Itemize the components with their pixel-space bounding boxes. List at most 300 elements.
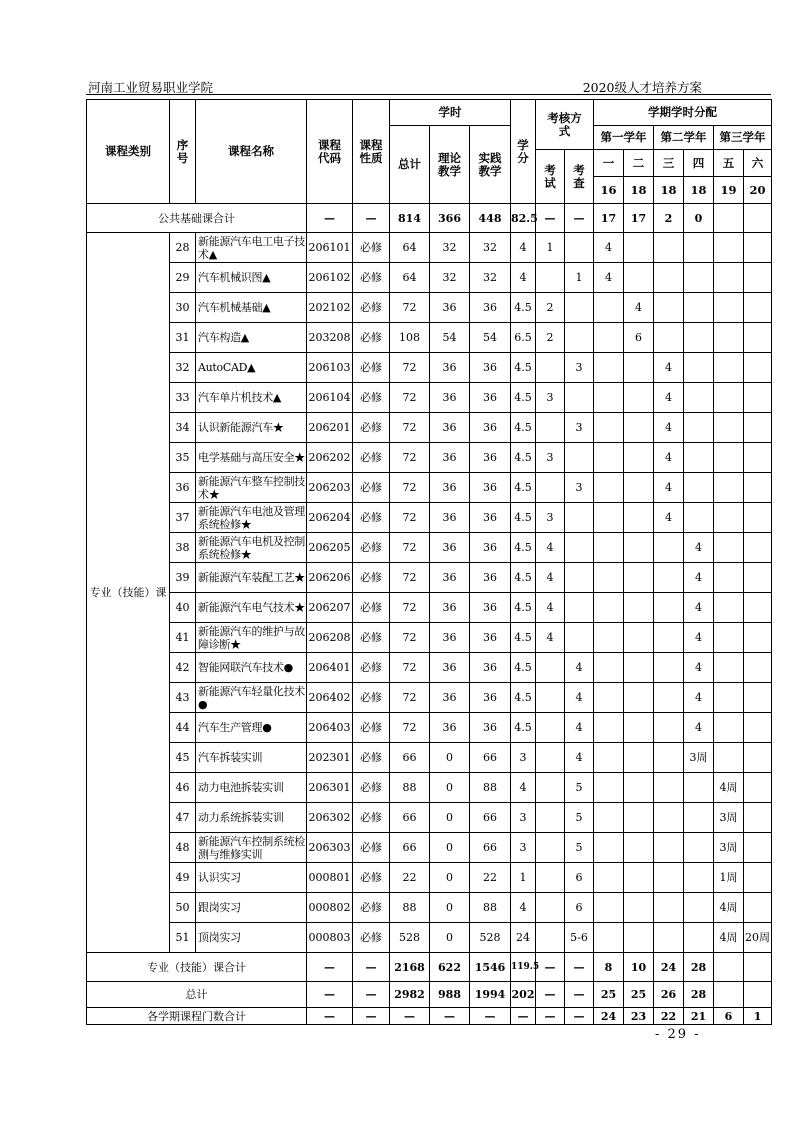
table-cell: 206104 [307,383,353,413]
table-cell: 72 [390,413,430,443]
table-cell [684,923,714,953]
table-cell: 3 [511,803,536,833]
table-cell [684,503,714,533]
summary-cell: — [565,953,594,982]
col-nature: 课程性质 [353,100,390,204]
table-cell: 36 [430,473,470,503]
table-cell [714,323,744,353]
table-row [87,233,772,263]
table-cell: 必修 [353,263,390,293]
table-cell [624,443,654,473]
table-cell: 必修 [353,503,390,533]
table-cell [654,773,684,803]
table-body [87,204,772,1025]
table-cell: 36 [470,533,511,563]
table-cell: 32 [470,263,511,293]
summary-cell: — [307,982,353,1008]
table-cell: 108 [390,323,430,353]
table-cell: 36 [430,293,470,323]
table-cell: 40 [170,593,196,623]
table-cell [536,263,565,293]
summary-cell: — [536,1008,565,1025]
table-cell [714,743,744,773]
table-cell: 4 [624,293,654,323]
table-cell: 66 [470,803,511,833]
table-cell: 必修 [353,923,390,953]
table-cell: 4周 [714,773,744,803]
table-cell [714,293,744,323]
table-cell [624,773,654,803]
table-row [87,773,772,803]
course-name: 认识实习 [196,863,307,893]
table-cell: 206204 [307,503,353,533]
summary-cell: 24 [594,1008,624,1025]
table-cell: 33 [170,383,196,413]
table-cell: 4 [511,263,536,293]
table-cell [684,443,714,473]
table-cell [565,383,594,413]
course-name: 新能源汽车控制系统检测与维修实训 [196,833,307,863]
table-cell: 36 [430,503,470,533]
table-cell [714,353,744,383]
table-cell: 72 [390,653,430,683]
table-cell: 1 [511,863,536,893]
table-cell: 48 [170,833,196,863]
summary-cell: — [353,204,390,233]
semester-weeks: 16 [594,177,624,204]
table-cell: 36 [470,653,511,683]
course-name: 新能源汽车轻量化技术● [196,683,307,713]
table-cell [624,863,654,893]
table-cell: 必修 [353,713,390,743]
table-cell: 4.5 [511,593,536,623]
course-name: AutoCAD▲ [196,353,307,383]
table-cell [536,713,565,743]
summary-cell: 17 [594,204,624,233]
table-cell [744,233,772,263]
table-cell: 3 [536,503,565,533]
summary-cell [714,953,744,982]
summary-cell: — [353,953,390,982]
semester-label: 一 [594,150,624,177]
table-cell [654,833,684,863]
table-cell [744,833,772,863]
table-cell: 必修 [353,413,390,443]
table-cell: 38 [170,533,196,563]
table-row [87,263,772,293]
table-cell: 36 [470,503,511,533]
summary-cell [714,982,744,1008]
table-row [87,533,772,563]
table-cell [684,863,714,893]
table-cell: 1周 [714,863,744,893]
summary-cell: 1546 [470,953,511,982]
col-category: 课程类别 [87,100,170,204]
table-cell [624,353,654,383]
table-cell [594,593,624,623]
table-cell [624,743,654,773]
curriculum-table [86,99,772,1025]
table-cell: 36 [470,563,511,593]
summary-cell: 0 [684,204,714,233]
table-cell [624,683,654,713]
table-cell [744,503,772,533]
table-cell: 36 [430,713,470,743]
table-cell: 66 [470,833,511,863]
table-cell: 72 [390,353,430,383]
course-name: 新能源汽车整车控制技术★ [196,473,307,503]
header-school-name: 河南工业贸易职业学院 [88,80,214,95]
table-cell [654,893,684,923]
table-cell: 72 [390,593,430,623]
table-cell: 4 [654,473,684,503]
table-cell [744,323,772,353]
table-cell [624,593,654,623]
table-cell [654,653,684,683]
table-cell: 4 [536,623,565,653]
table-cell [714,383,744,413]
semester-weeks: 18 [624,177,654,204]
course-name: 新能源汽车电工电子技术▲ [196,233,307,263]
table-cell: 4 [511,893,536,923]
table-cell: 5 [565,803,594,833]
table-cell: 4 [565,653,594,683]
summary-cell [744,953,772,982]
table-cell: 36 [470,593,511,623]
table-cell [536,683,565,713]
table-cell: 0 [430,893,470,923]
table-cell [744,533,772,563]
summary-cell: 24 [654,953,684,982]
course-name: 汽车机械识图▲ [196,263,307,293]
page-number: - 29 - [655,1027,701,1042]
table-cell [536,893,565,923]
table-cell: 4 [684,623,714,653]
table-cell [654,623,684,653]
table-cell: 必修 [353,863,390,893]
table-cell: 2 [536,293,565,323]
table-cell [594,443,624,473]
table-row [87,893,772,923]
table-cell: 3 [536,443,565,473]
table-cell: 4.5 [511,653,536,683]
table-cell [744,653,772,683]
table-cell: 0 [430,743,470,773]
table-cell: 36 [470,443,511,473]
table-cell: 4.5 [511,293,536,323]
table-row [87,623,772,653]
summary-cell: 2982 [390,982,430,1008]
summary-cell: — [536,982,565,1008]
summary-cell: 22 [654,1008,684,1025]
table-cell: 2 [536,323,565,353]
table-cell: 36 [430,683,470,713]
table-cell: 36 [430,593,470,623]
table-cell: 36 [470,383,511,413]
course-name: 动力系统拆装实训 [196,803,307,833]
col-total: 总计 [390,126,430,204]
table-cell [684,263,714,293]
table-row [87,353,772,383]
semester-weeks: 19 [714,177,744,204]
table-cell: 6.5 [511,323,536,353]
table-cell: 5 [565,773,594,803]
table-cell: 4 [654,383,684,413]
table-cell [744,773,772,803]
table-cell [594,413,624,443]
col-year2: 第二学年 [654,126,714,150]
table-cell: 45 [170,743,196,773]
col-name: 课程名称 [196,100,307,204]
table-cell: 206403 [307,713,353,743]
table-cell [624,263,654,293]
table-cell: 36 [470,473,511,503]
table-cell [624,833,654,863]
summary-cell: — [565,982,594,1008]
table-cell [624,383,654,413]
summary-cell: — [390,1008,430,1025]
table-cell [654,863,684,893]
table-cell [654,233,684,263]
table-cell: 3周 [684,743,714,773]
table-cell: 41 [170,623,196,653]
table-cell: 206303 [307,833,353,863]
col-check: 考查 [565,150,594,204]
table-cell: 必修 [353,683,390,713]
table-cell: 必修 [353,833,390,863]
table-cell: 4 [684,713,714,743]
table-cell: 72 [390,473,430,503]
table-cell: 72 [390,623,430,653]
table-row [87,443,772,473]
table-cell [536,773,565,803]
summary-cell: 814 [390,204,430,233]
table-cell: 3周 [714,833,744,863]
table-cell: 必修 [353,383,390,413]
col-theory: 理论教学 [430,126,470,204]
table-cell: 202301 [307,743,353,773]
table-cell: 206103 [307,353,353,383]
table-cell [744,593,772,623]
table-cell: 47 [170,803,196,833]
public-total-row [87,204,772,233]
course-name: 智能网联汽车技术● [196,653,307,683]
table-cell: 4 [511,773,536,803]
table-cell [536,413,565,443]
table-cell: 44 [170,713,196,743]
course-name: 跟岗实习 [196,893,307,923]
summary-cell: — [353,982,390,1008]
table-cell: 4.5 [511,473,536,503]
table-cell: 6 [565,893,594,923]
table-cell: 4 [684,563,714,593]
table-cell: 必修 [353,443,390,473]
table-cell: 3 [511,743,536,773]
table-cell [594,713,624,743]
table-cell [714,623,744,653]
col-year1: 第一学年 [594,126,654,150]
table-row [87,653,772,683]
table-cell: 3周 [714,803,744,833]
table-cell: 36 [430,443,470,473]
table-cell: 36 [470,713,511,743]
table-cell [744,893,772,923]
table-cell [654,263,684,293]
summary-cell: 366 [430,204,470,233]
table-cell [594,473,624,503]
table-cell: 4.5 [511,383,536,413]
col-hours: 学时 [390,100,511,126]
summary-cell: — [565,1008,594,1025]
table-cell: 206401 [307,653,353,683]
table-cell: 22 [390,863,430,893]
table-cell: 必修 [353,893,390,923]
table-cell [594,293,624,323]
summary-cell: 82.5 [511,204,536,233]
table-cell: 必修 [353,293,390,323]
table-cell: 000803 [307,923,353,953]
summary-cell: 21 [684,1008,714,1025]
table-cell: 必修 [353,233,390,263]
table-cell [684,803,714,833]
table-cell [744,683,772,713]
semester-weeks: 18 [654,177,684,204]
table-cell: 必修 [353,563,390,593]
table-cell [594,863,624,893]
summary-cell: 28 [684,982,714,1008]
table-cell [654,563,684,593]
table-cell [624,623,654,653]
table-cell: 必修 [353,533,390,563]
table-cell: 32 [470,233,511,263]
table-cell [654,743,684,773]
table-row [87,323,772,353]
table-cell: 202102 [307,293,353,323]
table-cell: 0 [430,923,470,953]
table-cell: 36 [430,563,470,593]
col-practice: 实践教学 [470,126,511,204]
table-cell: 4 [565,683,594,713]
table-cell [624,653,654,683]
table-cell: 66 [390,833,430,863]
table-cell [744,713,772,743]
table-cell: 28 [170,233,196,263]
table-cell: 206301 [307,773,353,803]
table-cell: 24 [511,923,536,953]
summary-cell: — [536,204,565,233]
table-cell [536,473,565,503]
header-plan-title: 2020级人才培养方案 [582,80,702,95]
table-cell: 6 [565,863,594,893]
table-cell [624,893,654,923]
table-cell: 4 [654,443,684,473]
table-cell [536,923,565,953]
table-cell: 36 [470,683,511,713]
summary-cell: 448 [470,204,511,233]
table-cell: 46 [170,773,196,803]
table-cell [624,503,654,533]
table-cell: 4 [511,233,536,263]
table-cell: 72 [390,443,430,473]
table-cell: 206207 [307,593,353,623]
table-cell [714,233,744,263]
table-cell: 4 [684,683,714,713]
course-name: 新能源汽车电机及控制系统检修★ [196,533,307,563]
table-row [87,293,772,323]
semester-label: 六 [744,150,772,177]
table-cell: 必修 [353,803,390,833]
table-cell [624,563,654,593]
table-cell: 64 [390,263,430,293]
course-name: 顶岗实习 [196,923,307,953]
table-cell [624,803,654,833]
table-header [87,100,772,204]
summary-cell: — [353,1008,390,1025]
table-cell [594,653,624,683]
summary-cell: 25 [594,982,624,1008]
table-cell: 4周 [714,923,744,953]
course-name: 汽车机械基础▲ [196,293,307,323]
table-cell: 37 [170,503,196,533]
table-cell: 72 [390,533,430,563]
table-cell: 206201 [307,413,353,443]
table-cell: 4.5 [511,533,536,563]
table-cell [654,533,684,563]
table-cell: 4 [594,233,624,263]
table-cell: 4 [654,353,684,383]
table-cell: 4.5 [511,503,536,533]
summary-cell: — [430,1008,470,1025]
course-name: 认识新能源汽车★ [196,413,307,443]
summary-label: 总计 [87,982,307,1008]
table-cell [744,863,772,893]
table-cell: 4.5 [511,623,536,653]
table-cell: 0 [430,773,470,803]
table-cell [536,863,565,893]
summary-cell: — [307,1008,353,1025]
summary-cell: — [470,1008,511,1025]
course-name: 汽车单片机技术▲ [196,383,307,413]
table-cell: 72 [390,563,430,593]
col-distribution: 学期学时分配 [594,100,772,126]
table-cell: 4 [536,593,565,623]
table-cell [624,473,654,503]
table-cell [684,383,714,413]
summary-cell: 17 [624,204,654,233]
table-cell: 528 [390,923,430,953]
table-cell: 36 [470,293,511,323]
table-cell [536,833,565,863]
table-cell: 54 [470,323,511,353]
table-cell [594,893,624,923]
summary-cell: 202 [511,982,536,1008]
summary-cell: — [307,953,353,982]
summary-cell: 2168 [390,953,430,982]
table-cell [684,773,714,803]
table-cell: 000802 [307,893,353,923]
table-cell: 1 [565,263,594,293]
table-cell: 必修 [353,473,390,503]
course-name: 新能源汽车电气技术★ [196,593,307,623]
table-cell: 43 [170,683,196,713]
table-cell [594,773,624,803]
table-cell [744,413,772,443]
table-cell [565,293,594,323]
header-rule [86,94,771,95]
table-cell [684,323,714,353]
category-cell: 专业（技能）课 [87,233,170,953]
col-exam: 考试 [536,150,565,204]
